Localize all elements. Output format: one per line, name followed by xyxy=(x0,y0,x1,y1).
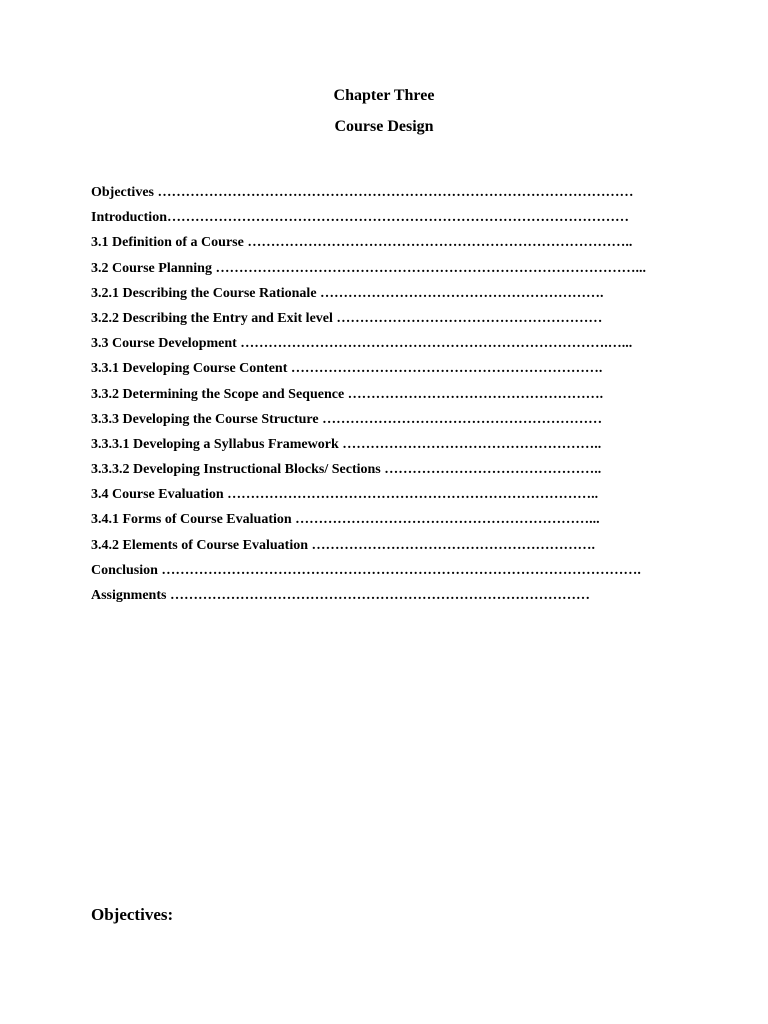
toc-item-assignments: Assignments ……………………………………………………………………………… xyxy=(91,588,590,603)
toc-item-3-3: 3.3 Course Development …………………………………………………………………….…... xyxy=(91,336,633,352)
chapter-subtitle: Course Design xyxy=(334,118,434,135)
toc-item-3-2-1: 3.2.1 Describing the Course Rationale ……………………………………………………. xyxy=(91,285,604,301)
chapter-title: Chapter Three xyxy=(333,87,435,104)
table-of-contents xyxy=(91,180,691,608)
toc-item-objectives: Objectives ………………………………………………………………………………………… xyxy=(91,185,634,200)
toc-item-3-4-1: 3.4.1 Forms of Course Evaluation ………………………………………………………... xyxy=(91,512,600,528)
toc-item-3-3-3: 3.3.3 Developing the Course Structure …………………………………………………… xyxy=(91,411,603,427)
toc-item-3-3-3-1: 3.3.3.1 Developing a Syllabus Framework ……………………………………………….. xyxy=(91,436,602,452)
toc-item-conclusion: Conclusion …………………………………………………………………………………………. xyxy=(91,562,641,578)
toc-item-3-2: 3.2 Course Planning ………………………………………………………………………………... xyxy=(91,260,646,276)
toc-item-introduction: Introduction……………………………………………………………………………………… xyxy=(91,210,629,226)
toc-item-3-3-1: 3.3.1 Developing Course Content …………………………………………………………. xyxy=(91,361,603,377)
toc-item-3-4: 3.4 Course Evaluation …………………………………………………………………….. xyxy=(91,487,599,503)
toc-item-3-2-2: 3.2.2 Describing the Entry and Exit level ………………………………………………… xyxy=(91,310,603,326)
toc-item-3-3-3-2: 3.3.3.2 Developing Instructional Blocks/ Sections ……………………………………….. xyxy=(91,462,602,478)
toc-item-3-4-2: 3.4.2 Elements of Course Evaluation ……………………………………………………. xyxy=(91,537,595,553)
toc-item-3-3-2: 3.3.2 Determining the Scope and Sequence ………………………………………………. xyxy=(91,386,604,402)
section-heading-objectives: Objectives: xyxy=(91,905,174,924)
toc-item-3-1: 3.1 Definition of a Course ……………………………………………………………………….. xyxy=(91,235,633,251)
